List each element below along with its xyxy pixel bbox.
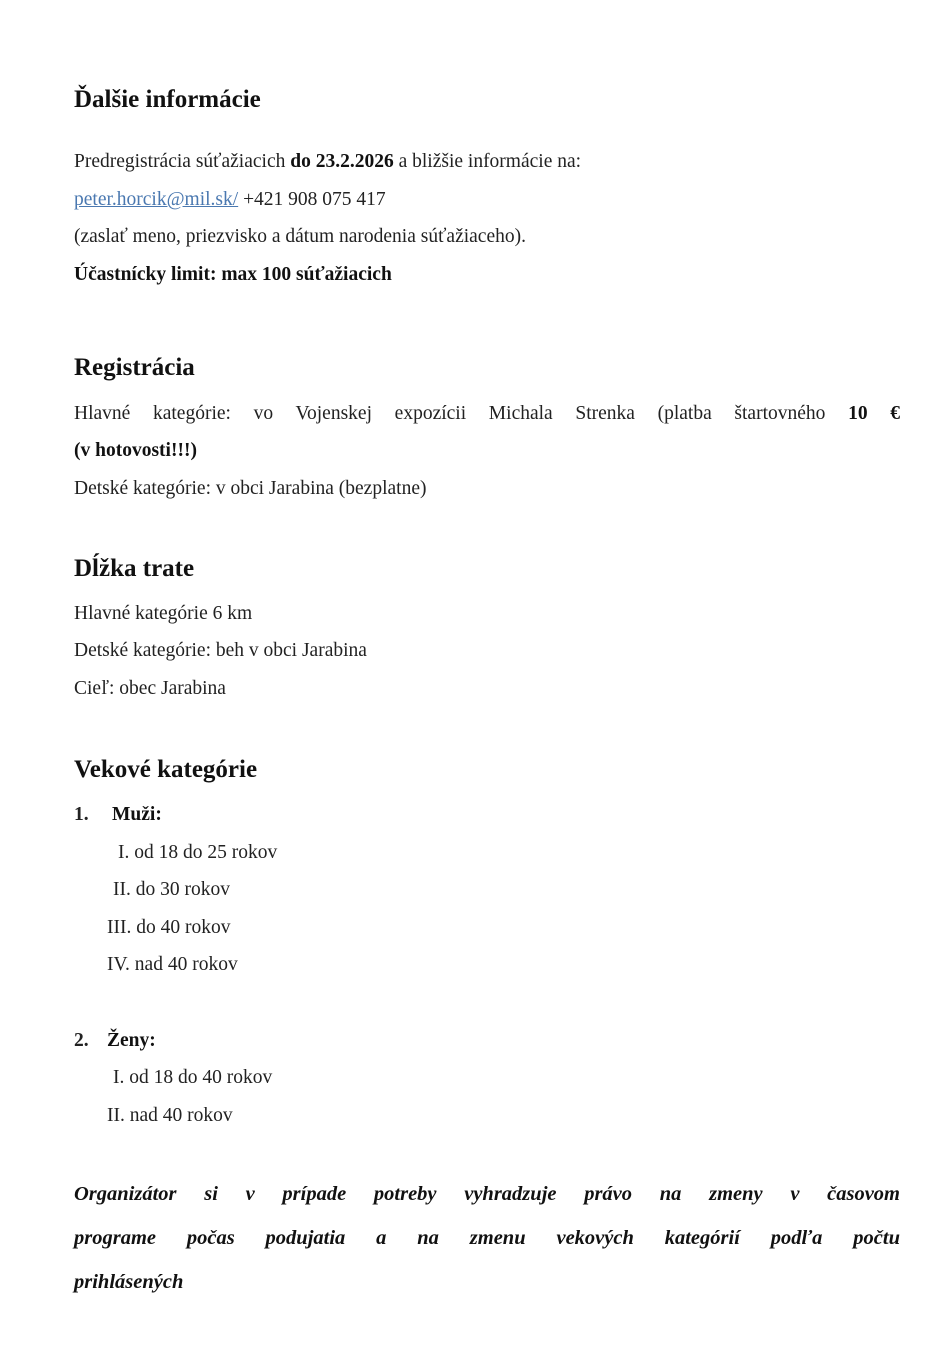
contact-line <box>74 189 386 211</box>
heading-registration: Registrácia <box>74 354 195 381</box>
women-label: Ženy: <box>107 1030 156 1051</box>
registration-main <box>74 403 900 425</box>
track-kids: Detské kategórie: beh v obci Jarabina <box>74 640 367 661</box>
men-item: II. do 30 rokov <box>113 879 230 900</box>
women-category <box>74 1030 156 1052</box>
registration-fee: 10 € <box>848 403 901 424</box>
participant-limit-text: Účastnícky limit: max 100 súťažiacich <box>74 264 392 285</box>
organizer-note-line: programe počas podujatia a na zmenu vekových kategórií podľa počtu <box>74 1227 900 1249</box>
send-info-line: (zaslať meno, priezvisko a dátum narodenia súťažiaceho). <box>74 226 526 247</box>
men-item: III. do 40 rokov <box>107 917 231 938</box>
heading-additional-info: Ďalšie informácie <box>74 86 261 113</box>
registration-kids: Detské kategórie: v obci Jarabina (bezplatne) <box>74 478 427 499</box>
heading-age-categories: Vekové kategórie <box>74 756 258 783</box>
preregistration-text: Predregistrácia súťažiacich <box>74 151 291 172</box>
registration-cash-text: (v hotovosti!!!) <box>74 440 197 461</box>
track-main: Hlavné kategórie 6 km <box>74 603 253 624</box>
men-item: I. od 18 do 25 rokov <box>118 842 278 863</box>
preregistration-deadline: do 23.2.2026 <box>290 151 394 172</box>
men-label: Muži: <box>112 804 162 825</box>
organizer-note-line: prihlásených <box>74 1271 184 1293</box>
women-item: II. nad 40 rokov <box>107 1105 233 1126</box>
preregistration-suffix: a bližšie informácie na: <box>393 151 582 172</box>
preregistration-line <box>74 151 581 173</box>
phone-number: +421 908 075 417 <box>238 189 386 210</box>
women-number: 2. <box>74 1030 89 1051</box>
registration-cash <box>74 440 197 462</box>
participant-limit <box>74 264 392 286</box>
email-link[interactable]: peter.horcik@mil.sk/ <box>74 189 239 210</box>
registration-main-text: Hlavné kategórie: vo Vojenskej expozícii Michala Strenka (platba štartovného <box>74 403 849 424</box>
women-item: I. od 18 do 40 rokov <box>113 1067 273 1088</box>
organizer-note <box>74 1172 900 1304</box>
men-item: IV. nad 40 rokov <box>107 954 238 975</box>
men-category <box>74 804 162 826</box>
track-finish: Cieľ: obec Jarabina <box>74 678 226 699</box>
men-number: 1. <box>74 804 89 825</box>
organizer-note-line: Organizátor si v prípade potreby vyhradzuje právo na zmeny v časovom <box>74 1183 900 1205</box>
heading-track-length: Dĺžka trate <box>74 555 195 582</box>
